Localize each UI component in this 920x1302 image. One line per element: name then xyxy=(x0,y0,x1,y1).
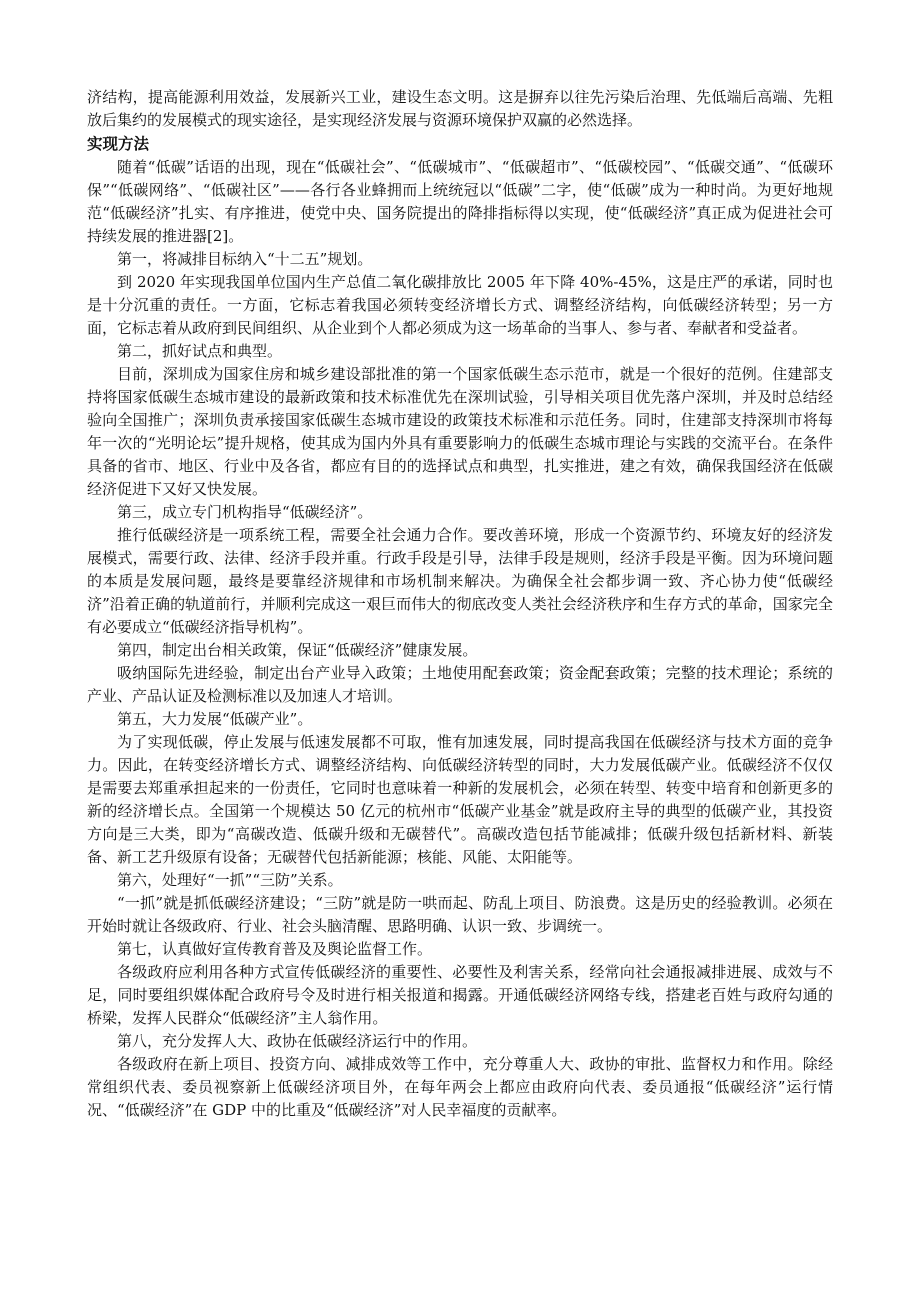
point-5-body: 为了实现低碳，停止发展与低速发展都不可取，惟有加速发展，同时提高我国在低碳经济与技术方面的竞争力。因此，在转变经济增长方式、调整经济结构、向低碳经济转型的同时，大力发展低碳产业。低碳经济不仅仅是需要去郑重承担起来的一份责任，它同时也意味着一种新的发展机会，必须在转型、转变中培育和创新更多的新的经济增长点。全国第一个规模达 50 亿元的杭州市“低碳产业基金”就是政府主导的典型的低碳产业，其投资方向是三大类，即为“高碳改造、低碳升级和无碳替代”。高碳改造包括节能减排；低碳升级包括新材料、新装备、新工艺升级原有设备；无碳替代包括新能源；核能、风能、太阳能等。 xyxy=(87,733,833,866)
point-4-body: 吸纳国际先进经验，制定出台产业导入政策；土地使用配套政策；资金配套政策；完整的技术理论；系统的产业、产品认证及检测标准以及加速人才培训。 xyxy=(87,664,833,705)
point-7-heading: 第七，认真做好宣传教育普及及舆论监督工作。 xyxy=(117,940,433,958)
point-1-heading: 第一，将减排目标纳入“十二五”规划。 xyxy=(117,250,373,268)
point-4-heading: 第四，制定出台相关政策，保证“低碳经济”健康发展。 xyxy=(117,641,478,659)
document-page xyxy=(87,86,833,1122)
point-8-body: 各级政府在新上项目、投资方向、减排成效等工作中，充分尊重人大、政协的审批、监督权力和作用。除经常组织代表、委员视察新上低碳经济项目外，在每年两会上都应由政府向代表、委员通报“低碳经济”运行情况、“低碳经济”在 GDP 中的比重及“低碳经济”对人民幸福度的贡献率。 xyxy=(87,1055,833,1119)
section-heading: 实现方法 xyxy=(87,135,150,153)
point-2-body: 目前，深圳成为国家住房和城乡建设部批准的第一个国家低碳生态示范市，就是一个很好的范例。住建部支持将国家低碳生态城市建设的最新政策和技术标准优先在深圳试验，引导相关项目优先落户深圳，并及时总结经验向全国推广；深圳负责承接国家低碳生态城市建设的政策技术标准和示范任务。同时，住建部支持深圳市将每年一次的“光明论坛”提升规格，使其成为国内外具有重要影响力的低碳生态城市理论与实践的交流平台。在条件具备的省市、地区、行业中及各省，都应有目的的选择试点和典型，扎实推进，建之有效，确保我国经济在低碳经济促进下又好又快发展。 xyxy=(87,365,833,498)
point-3-heading: 第三，成立专门机构指导“低碳经济”。 xyxy=(117,503,373,521)
point-5-heading: 第五，大力发展“低碳产业”。 xyxy=(117,710,313,728)
point-6-body: “一抓”就是抓低碳经济建设；“三防”就是防一哄而起、防乱上项目、防浪费。这是历史的经验教训。必须在开始时就让各级政府、行业、社会头脑清醒、思路明确、认识一致、步调统一。 xyxy=(87,894,833,935)
point-6-heading: 第六，处理好“一抓”“三防”关系。 xyxy=(117,871,343,889)
paragraph-intro: 随着“低碳”话语的出现，现在“低碳社会”、“低碳城市”、“低碳超市”、“低碳校园”、“低碳交通”、“低碳环保”“低碳网络”、“低碳社区”——各行各业蜂拥而上统统冠以“低碳”二字，使“低碳”成为一种时尚。为更好地规范“低碳经济”扎实、有序推进，使党中央、国务院提出的降排指标得以实现，使“低碳经济”真正成为促进社会可持续发展的推进器[2]。 xyxy=(87,158,833,245)
point-7-body: 各级政府应利用各种方式宣传低碳经济的重要性、必要性及利害关系，经常向社会通报减排进展、成效与不足，同时要组织媒体配合政府号令及时进行相关报道和揭露。开通低碳经济网络专线，搭建老百姓与政府勾通的桥梁，发挥人民群众“低碳经济”主人翁作用。 xyxy=(87,963,833,1027)
point-2-heading: 第二，抓好试点和典型。 xyxy=(117,342,283,360)
point-8-heading: 第八，充分发挥人大、政协在低碳经济运行中的作用。 xyxy=(117,1032,478,1050)
intro-continued-paragraph: 济结构，提高能源利用效益，发展新兴工业，建设生态文明。这是摒弃以往先污染后治理、先低端后高端、先粗放后集约的发展模式的现实途径，是实现经济发展与资源环境保护双赢的必然选择。 xyxy=(87,88,833,129)
point-1-body: 到 2020 年实现我国单位国内生产总值二氧化碳排放比 2005 年下降 40%-45%，这是庄严的承诺，同时也是十分沉重的责任。一方面，它标志着我国必须转变经济增长方式、调整经济结构，向低碳经济转型；另一方面，它标志着从政府到民间组织、从企业到个人都必须成为这一场革命的当事人、参与者、奉献者和受益者。 xyxy=(87,273,833,337)
point-3-body: 推行低碳经济是一项系统工程，需要全社会通力合作。要改善环境，形成一个资源节约、环境友好的经济发展模式，需要行政、法律、经济手段并重。行政手段是引导，法律手段是规则，经济手段是平衡。因为环境问题的本质是发展问题，最终是要靠经济规律和市场机制来解决。为确保全社会都步调一致、齐心协力使“低碳经济”沿着正确的轨道前行，并顺利完成这一艰巨而伟大的彻底改变人类社会经济秩序和生存方式的革命，国家完全有必要成立“低碳经济指导机构”。 xyxy=(87,526,833,636)
